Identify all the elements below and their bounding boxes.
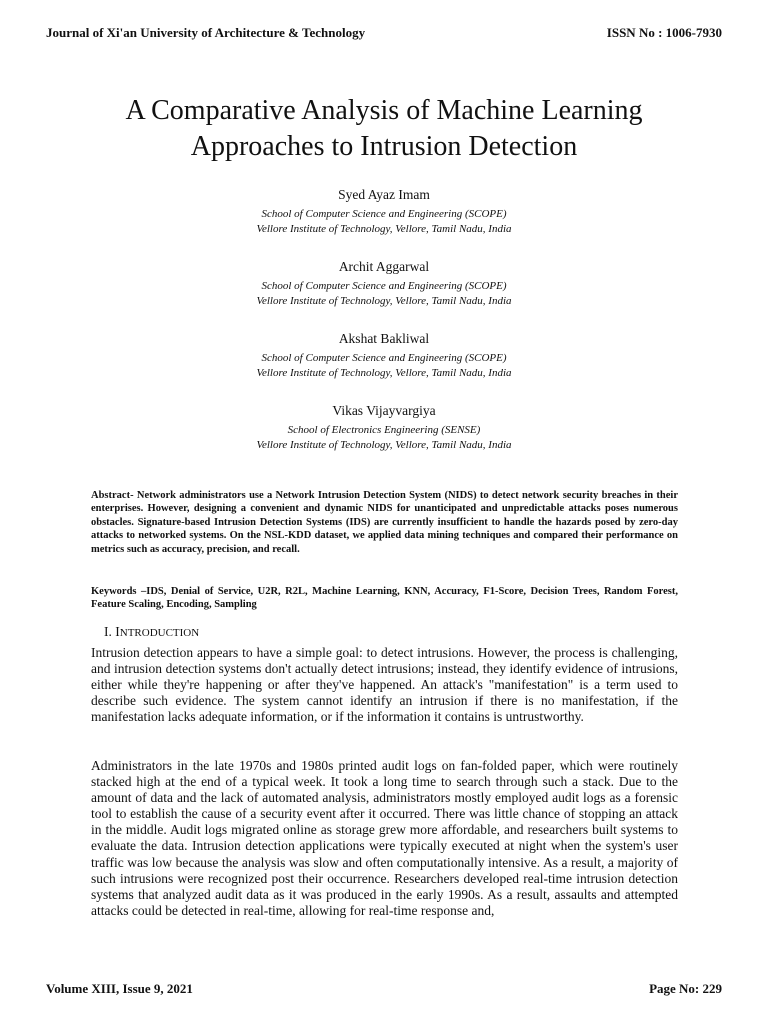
author-block <box>134 258 634 308</box>
page-number: Page No: 229 <box>649 981 722 996</box>
section-number: I. <box>104 624 116 639</box>
body-paragraph: Administrators in the late 1970s and 1980s printed audit logs on fan-folded paper, which were routinely stacked high at the end of a typical week. It took a long time to search through such a stack. Due to the amount of data and the lack of automated analysis, administrators mostly employed audit logs as a forensic tool to establish the cause of a security event after it occurred. There was little chance of stopping an attack in the middle. Audit logs migrated online as storage grew more affordable, and researchers built systems to evaluate the data. Intrusion detection applications were typically executed at night when the system's user traffic was low because the analysis was slow and often computationally intensive. As a result, a majority of such intrusions were recognized post their occurrence. Researchers developed real-time intrusion detection systems that analyzed audit data as it was produced in the early 1990s. As a result, assaults and attempted attacks could be detected in real-time, allowing for real-time response and, <box>91 758 678 918</box>
author-affiliation: School of Computer Science and Engineering (SCOPE) <box>261 208 507 220</box>
section-title-rest: NTRODUCTION <box>119 627 200 639</box>
author-affiliation: Vellore Institute of Technology, Vellore, Tamil Nadu, India <box>256 438 512 451</box>
author-affiliation: Vellore Institute of Technology, Vellore, Tamil Nadu, India <box>256 366 512 379</box>
section-heading <box>104 624 199 640</box>
author-affiliation: School of Electronics Engineering (SENSE) <box>287 424 481 436</box>
journal-name: Journal of Xi'an University of Architecture & Technology <box>46 25 366 40</box>
author-name: Syed Ayaz Imam <box>338 187 430 202</box>
section-initial: I <box>115 624 120 639</box>
author-name: Akshat Bakliwal <box>338 331 430 346</box>
issn-number: ISSN No : 1006-7930 <box>606 25 722 40</box>
author-block <box>134 330 634 380</box>
author-affiliation: Vellore Institute of Technology, Vellore, Tamil Nadu, India <box>256 222 512 235</box>
author-name: Vikas Vijayvargiya <box>332 403 436 418</box>
paper-title: A Comparative Analysis of Machine Learning Approaches to Intrusion Detection <box>125 95 643 162</box>
author-name: Archit Aggarwal <box>338 259 430 274</box>
volume-issue: Volume XIII, Issue 9, 2021 <box>46 981 193 996</box>
abstract: Abstract- Network administrators use a Network Intrusion Detection System (NIDS) to detect network security breaches in their enterprises. However, designing a convenient and dynamic NIDS for unanticipated and unpredictable attacks poses numerous obstacles. Signature-based Intrusion Detection Systems (IDS) are currently insufficient to handle the hazards posed by zero-day attacks to networked systems. On the NSL-KDD dataset, we applied data mining techniques and compared their performance on metrics such as accuracy, precision, and recall. <box>91 490 678 555</box>
author-block <box>134 186 634 236</box>
author-affiliation: School of Computer Science and Engineering (SCOPE) <box>261 280 507 292</box>
body-paragraph: Intrusion detection appears to have a simple goal: to detect intrusions. However, the process is challenging, and intrusion detection systems don't actually detect intrusions; instead, they identify evidence of intrusions, either while they're happening or after they've happened. An attack's "manifestation" is a term used to describe such evidence. The system cannot identify an intrusion if there is no manifestation, if the manifestation lacks adequate information, or if the information it contains is untrustworthy. <box>91 645 678 725</box>
author-block <box>134 402 634 452</box>
author-affiliation: School of Computer Science and Engineering (SCOPE) <box>261 352 507 364</box>
author-affiliation: Vellore Institute of Technology, Vellore, Tamil Nadu, India <box>256 294 512 307</box>
keywords: Keywords –IDS, Denial of Service, U2R, R2L, Machine Learning, KNN, Accuracy, F1-Score, Decision Trees, Random Forest, Feature Scaling, Encoding, Sampling <box>91 586 678 611</box>
